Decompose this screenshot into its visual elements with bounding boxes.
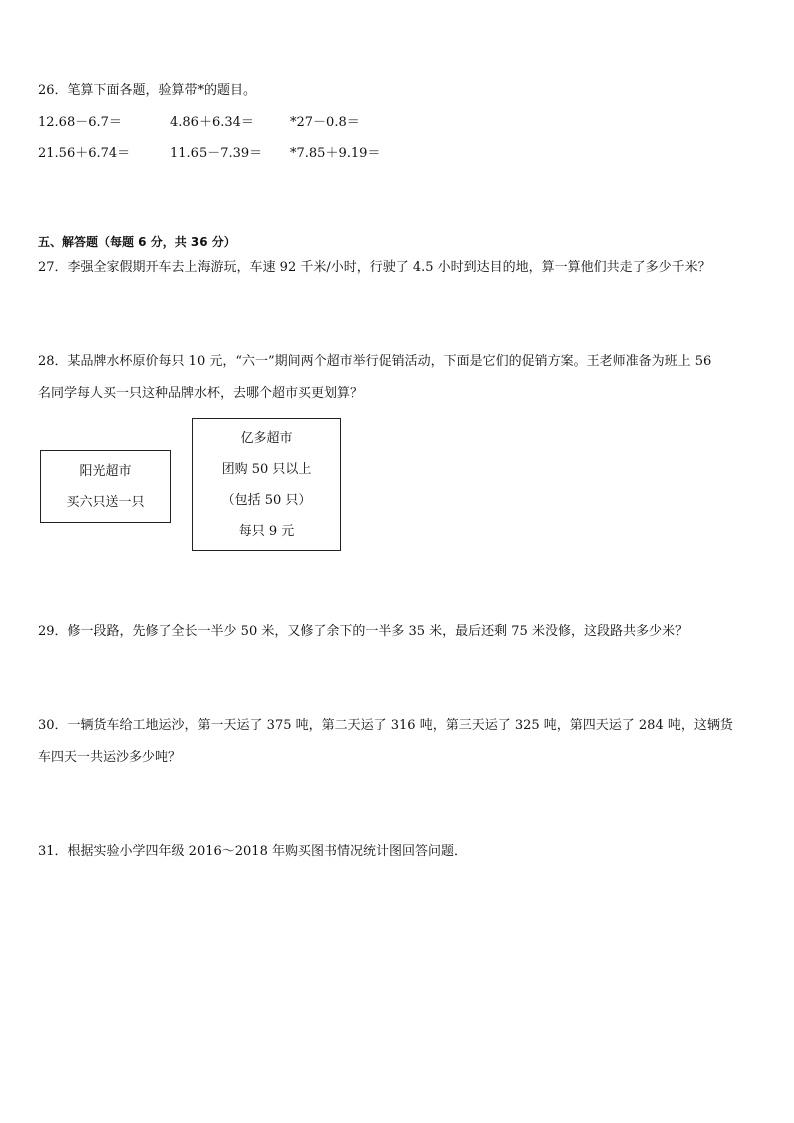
calc-item: 12.68－6.7＝	[38, 115, 122, 130]
question-30-line-1: 30．一辆货车给工地运沙，第一天运了 375 吨，第二天运了 316 吨，第三天运了 325 吨，第四天运了 284 吨，这辆货	[38, 718, 733, 733]
question-27: 27．李强全家假期开车去上海游玩，车速 92 千米/小时，行驶了 4.5 小时到达目的地，算一算他们共走了多少千米？	[38, 260, 711, 275]
question-28-line-2: 名同学每人买一只这种品牌水杯，去哪个超市买更划算？	[38, 386, 364, 401]
promo-box-yiduo-note: （包括 50 只）	[221, 492, 312, 508]
calc-item: 21.56＋6.74＝	[38, 146, 131, 161]
question-31: 31．根据实验小学四年级 2016～2018 年购买图书情况统计图回答问题．	[38, 844, 467, 859]
calc-item: 4.86＋6.34＝	[170, 115, 254, 130]
calc-item: *7.85＋9.19＝	[290, 146, 381, 161]
question-30-line-2: 车四天一共运沙多少吨？	[38, 750, 182, 765]
section-5-title: 五、解答题（每题 6 分，共 36 分）	[38, 235, 236, 249]
promo-box-yiduo-condition: 团购 50 只以上	[221, 461, 312, 477]
question-26-title: 26．笔算下面各题，验算带*的题目。	[38, 83, 257, 98]
promo-box-yiduo	[192, 418, 341, 551]
promo-box-sunshine	[40, 450, 171, 523]
question-28-line-1: 28．某品牌水杯原价每只 10 元，“六一”期间两个超市举行促销活动，下面是它们的促销方案。王老师准备为班上 56	[38, 354, 712, 369]
calc-item: 11.65－7.39＝	[170, 146, 263, 161]
promo-box-sunshine-offer: 买六只送一只	[66, 494, 145, 510]
promo-box-sunshine-name: 阳光超市	[79, 463, 132, 479]
calc-item: *27－0.8＝	[290, 115, 360, 130]
question-29: 29．修一段路，先修了全长一半少 50 米，又修了余下的一半多 35 米，最后还剩 75 米没修，这段路共多少米？	[38, 624, 688, 639]
promo-box-yiduo-name: 亿多超市	[240, 430, 293, 446]
promo-box-yiduo-price: 每只 9 元	[238, 523, 295, 539]
